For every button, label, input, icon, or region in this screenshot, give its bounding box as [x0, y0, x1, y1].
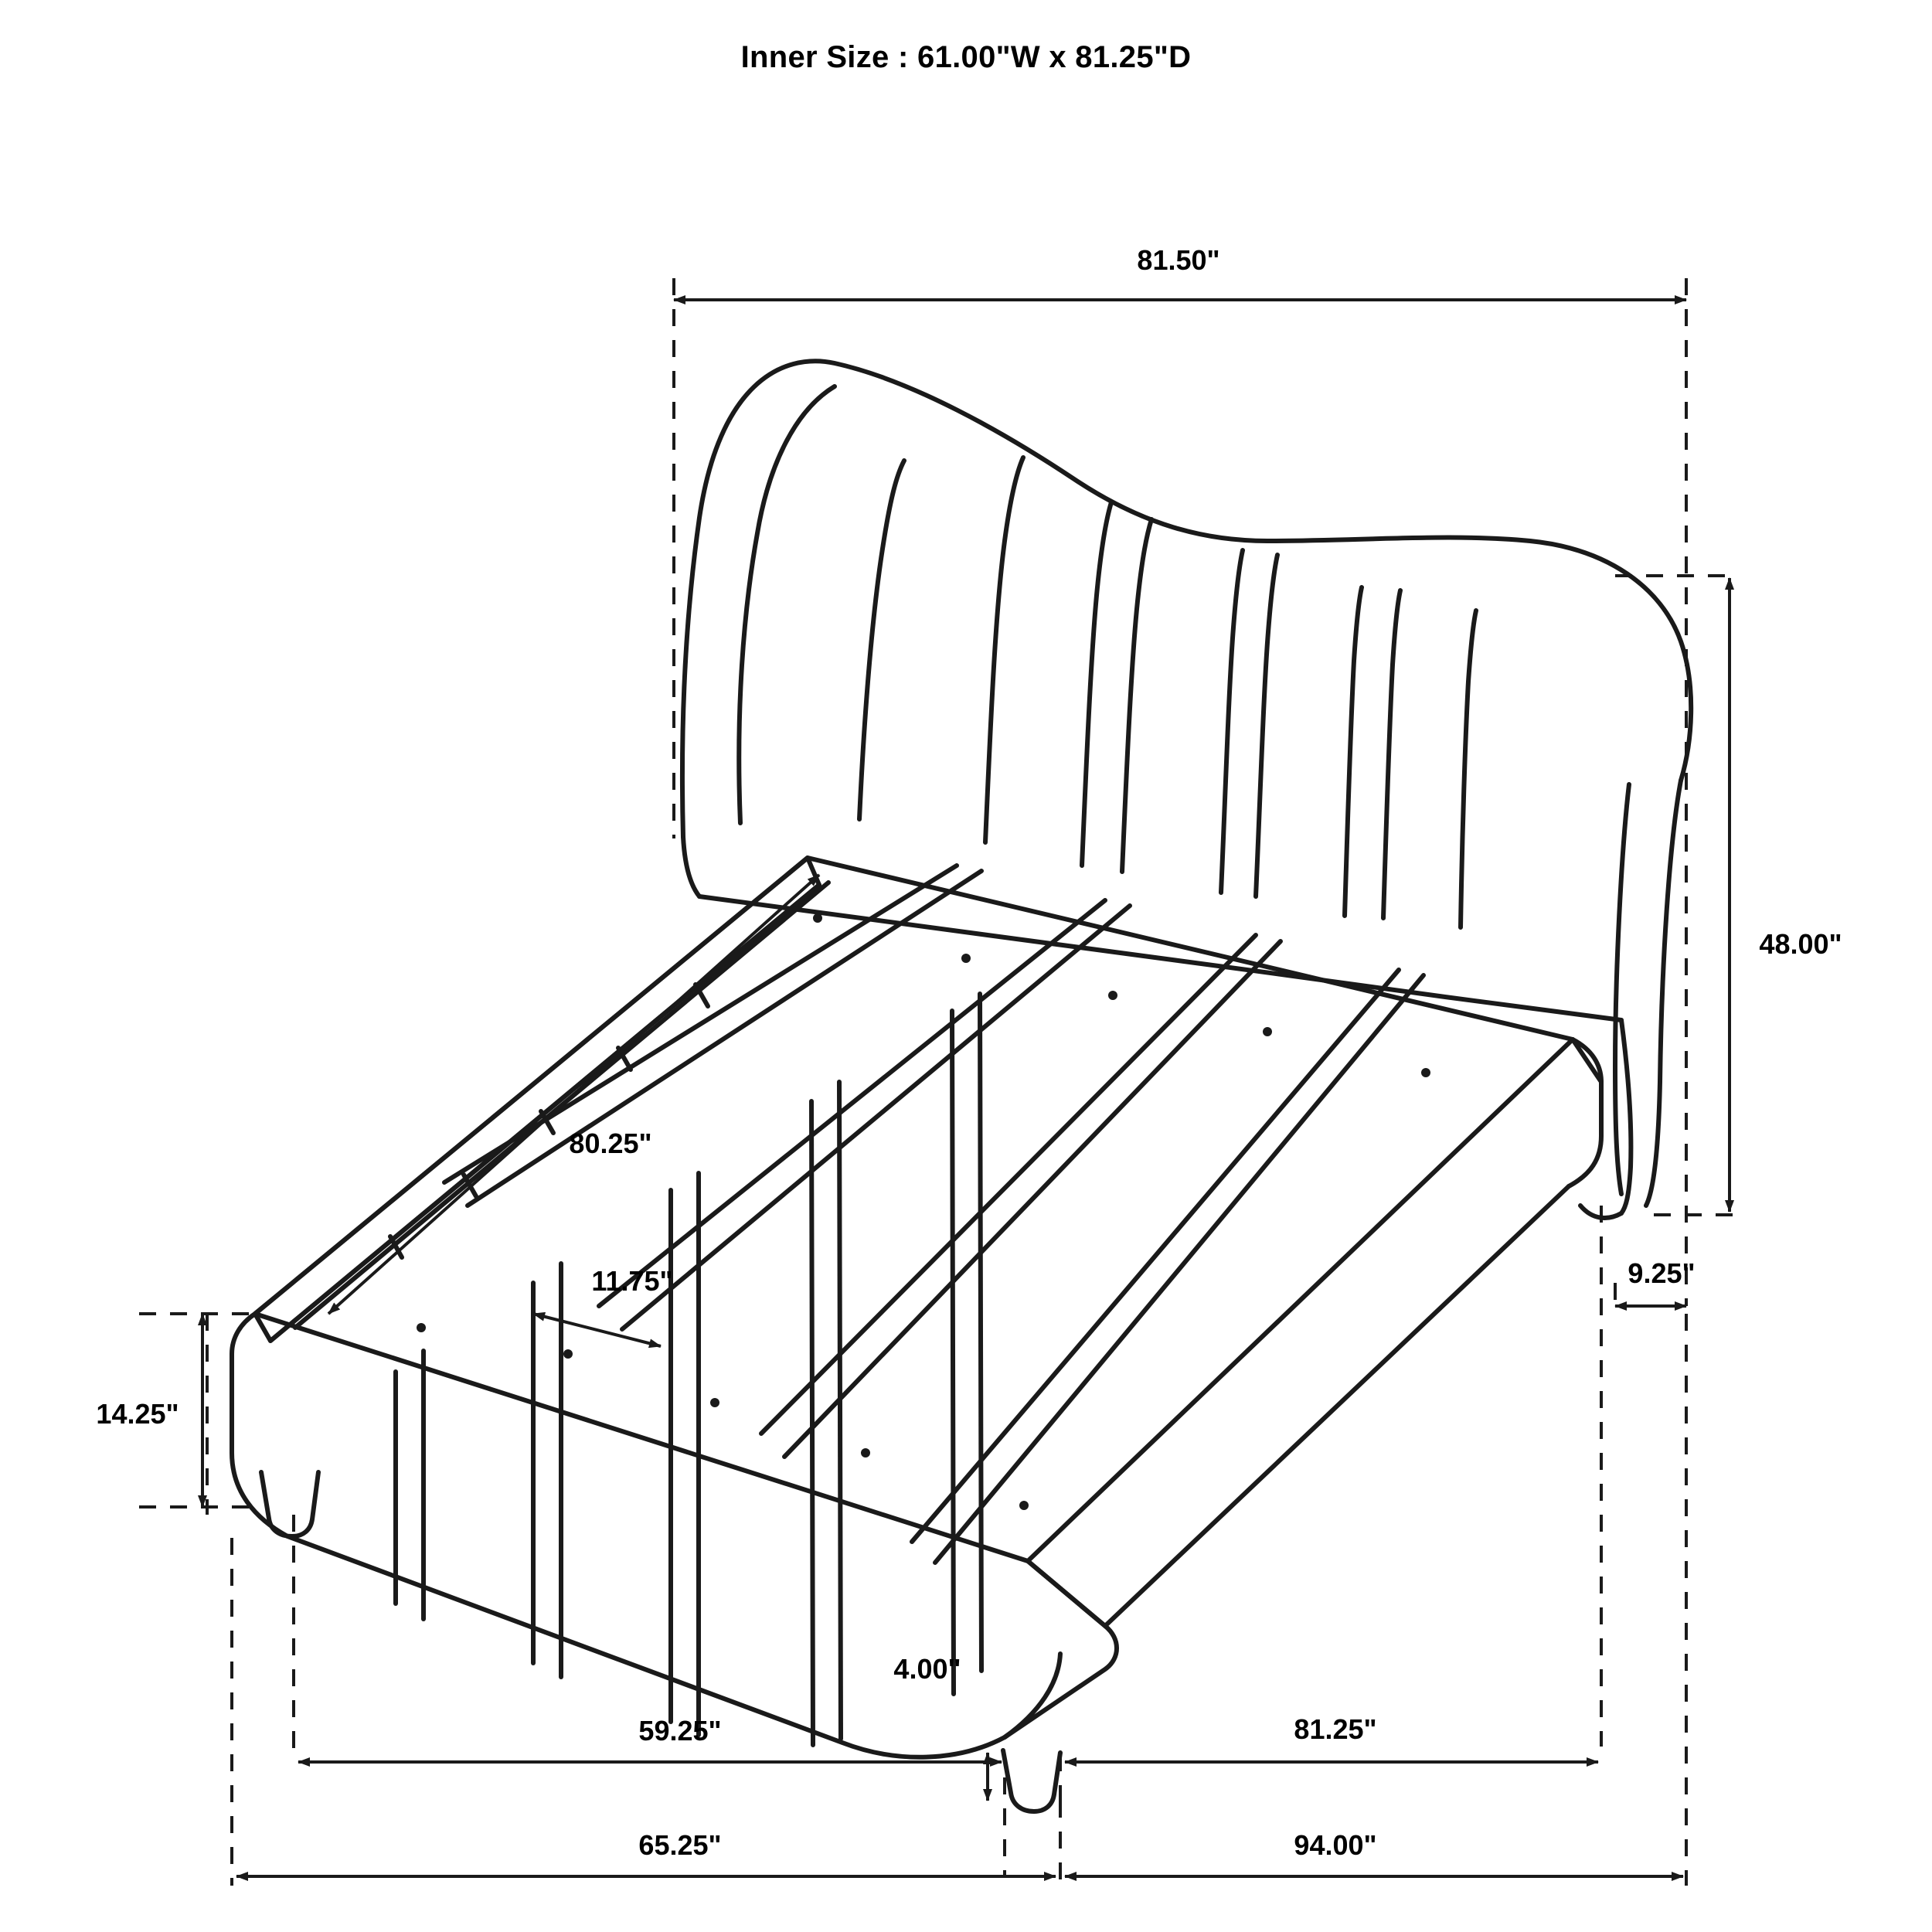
slat-line-1a: [444, 866, 957, 1182]
dim-label-overall-width-top: 81.50": [1137, 244, 1220, 276]
slat-screw-10: [1019, 1501, 1029, 1510]
slat-screw-7: [563, 1349, 573, 1359]
headboard-channel-7: [1383, 590, 1400, 918]
extension-lines: [139, 278, 1747, 1886]
left-rail-top: [255, 858, 819, 1341]
footboard-channel-7: [811, 1101, 813, 1745]
dim-label-frame-height: 14.25": [96, 1398, 179, 1430]
footboard-right-edge: [1028, 1561, 1105, 1626]
slat-screw-3: [1108, 991, 1117, 1000]
bed-outline: [232, 361, 1691, 1811]
headboard-channel-8: [1461, 611, 1476, 927]
dim-line-80-25: [328, 875, 819, 1314]
dim-label-outer-depth: 94.00": [1294, 1829, 1377, 1861]
headboard-post-right: [1621, 1020, 1631, 1213]
slat-line-4a: [912, 970, 1399, 1542]
dim-label-slat-width: 11.75": [591, 1265, 673, 1297]
footboard-channel-9: [952, 1011, 954, 1694]
headboard-channel-6: [1345, 587, 1362, 916]
footboard-corner-curve: [1005, 1654, 1060, 1737]
slat-screw-6: [417, 1323, 426, 1332]
headboard-wing-inner-left: [739, 386, 835, 823]
slat-screw-2: [961, 954, 971, 963]
footboard-top-edge: [255, 1314, 1028, 1561]
slat-screw-5: [1421, 1068, 1430, 1077]
dim-label-leg-height: 4.00": [893, 1653, 961, 1685]
headboard-channel-2: [1082, 502, 1111, 866]
right-rail-bottom: [1105, 1186, 1569, 1626]
slat-line-2a: [599, 900, 1105, 1306]
leg-front-left: [261, 1472, 318, 1536]
dim-line-11-75: [533, 1314, 661, 1346]
headboard-bottom-edge: [699, 896, 1621, 1020]
slat-line-1b: [468, 871, 981, 1206]
footboard-channel-8: [839, 1082, 841, 1739]
headboard-left-bottom: [683, 837, 699, 896]
slat-screw-9: [861, 1448, 870, 1458]
dimension-lines: [139, 278, 1747, 1886]
headboard-right-edge: [1646, 781, 1681, 1206]
page-title: Inner Size : 61.00"W x 81.25"D: [740, 40, 1192, 74]
dim-label-inner-depth: 81.25": [1294, 1713, 1377, 1745]
headboard-channel-0: [859, 461, 904, 819]
platform-top-face: [255, 858, 1573, 1561]
dim-label-outer-width: 65.25": [638, 1829, 722, 1861]
footboard-front-face: [232, 1314, 1117, 1757]
slat-line-4b: [935, 975, 1423, 1563]
dim-label-inner-width: 59.25": [638, 1715, 722, 1747]
slat-screw-4: [1263, 1027, 1272, 1036]
dim-label-headboard-depth: 9.25": [1628, 1257, 1696, 1289]
dim-label-headboard-height: 48.00": [1759, 928, 1842, 960]
leg-front-right: [1003, 1750, 1060, 1811]
slat-screw-1: [813, 913, 822, 923]
footboard-channel-10: [980, 994, 981, 1671]
headboard-wing-inner-right: [1615, 784, 1629, 1194]
headboard-top-curve: [682, 361, 1691, 837]
headboard-channel-3: [1122, 519, 1151, 872]
headboard-channel-4: [1221, 550, 1243, 893]
headboard-channel-5: [1256, 555, 1277, 896]
left-rail-inner-line: [270, 885, 819, 1341]
headboard-channel-1: [985, 457, 1023, 842]
slat-screw-8: [710, 1398, 719, 1407]
dim-label-slat-length: 80.25": [569, 1128, 652, 1159]
